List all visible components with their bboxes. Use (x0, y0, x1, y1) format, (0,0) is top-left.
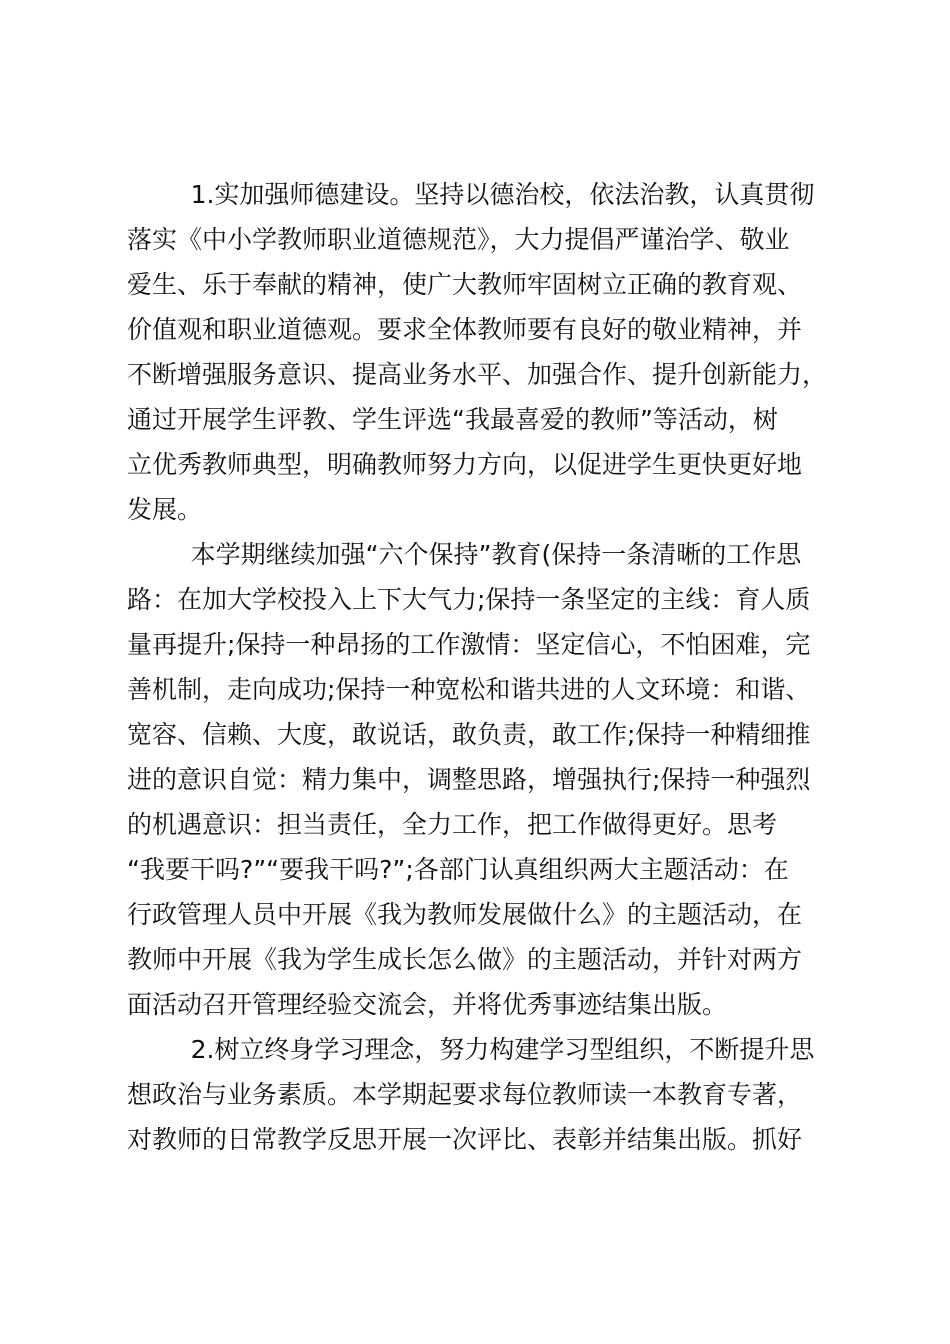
text-line: 发展。 (127, 495, 203, 524)
text-line: “我要干吗?”“要我干吗?”;各部门认真组织两大主题活动：在 (127, 855, 789, 884)
text-line: 立优秀教师典型，明确教师努力方向，以促进学生更快更好地 (127, 450, 803, 479)
text-line: 1.实加强师德建设。坚持以德治校，依法治教，认真贯彻 (127, 180, 815, 209)
text-line: 价值观和职业道德观。要求全体教师要有良好的敬业精神，并 (127, 315, 803, 344)
text-line: 行政管理人员中开展《我为教师发展做什么》的主题活动，在 (127, 900, 803, 929)
text-line: 进的意识自觉：精力集中，调整思路，增强执行;保持一种强烈 (127, 765, 811, 794)
text-line: 想政治与业务素质。本学期起要求每位教师读一本教育专著， (127, 1080, 803, 1109)
text-line: 通过开展学生评教、学生评选“我最喜爱的教师”等活动，树 (127, 405, 778, 434)
text-line: 不断增强服务意识、提高业务水平、加强合作、提升创新能力， (127, 360, 828, 389)
text-line: 宽容、信赖、大度，敢说话，敢负责，敢工作;保持一种精细推 (127, 720, 811, 749)
text-line: 的机遇意识：担当责任，全力工作，把工作做得更好。思考 (127, 810, 778, 839)
text-line: 爱生、乐于奉献的精神，使广大教师牢固树立正确的教育观、 (127, 270, 803, 299)
document-body (127, 172, 833, 1162)
text-line: 2.树立终身学习理念，努力构建学习型组织，不断提升思 (127, 1035, 815, 1064)
text-line: 量再提升;保持一种昂扬的工作激情：坚定信心，不怕困难，完 (127, 630, 811, 659)
text-line: 路：在加大学校投入上下大气力;保持一条坚定的主线：育人质 (127, 585, 811, 614)
text-line: 面活动召开管理经验交流会，并将优秀事迹结集出版。 (127, 990, 728, 1019)
text-line: 本学期继续加强“六个保持”教育(保持一条清晰的工作思 (127, 540, 802, 569)
text-line: 对教师的日常教学反思开展一次评比、表彰并结集出版。抓好 (127, 1125, 803, 1154)
text-line: 善机制，走向成功;保持一种宽松和谐共进的人文环境：和谐、 (127, 675, 811, 704)
text-line: 落实《中小学教师职业道德规范》，大力提倡严谨治学、敬业 (127, 225, 790, 254)
text-line: 教师中开展《我为学生成长怎么做》的主题活动，并针对两方 (127, 945, 803, 974)
